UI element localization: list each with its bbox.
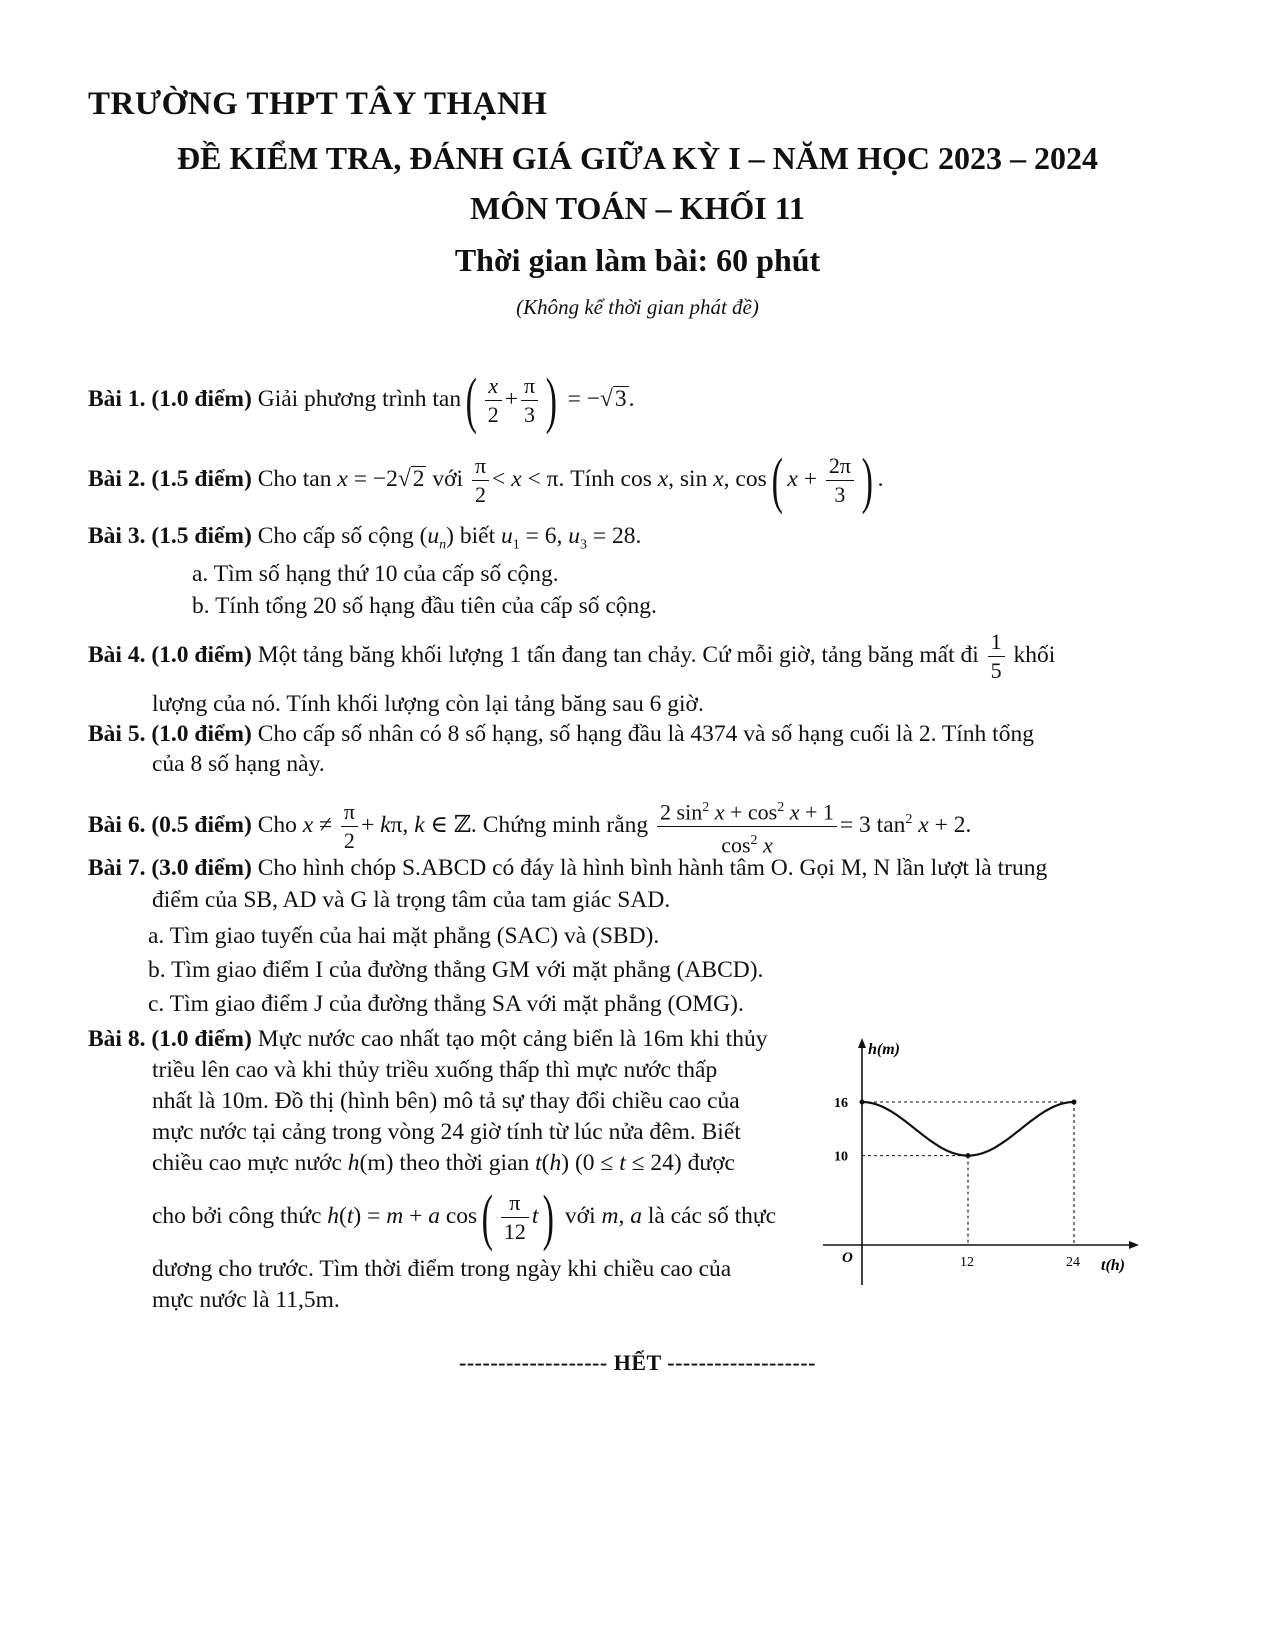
problem-8	[88, 1024, 818, 1316]
tide-level-chart	[818, 1030, 1148, 1290]
duration: Thời gian làm bài: 60 phút	[454, 242, 821, 278]
problem-3-given: $u_1 = 6$, $u_3 = 28$.	[501, 523, 642, 553]
problem-4-line2: lượng của nó. Tính khối lượng còn lại tảng băng sau 6 giờ.	[152, 691, 704, 717]
x-tick-label-12: 12	[960, 1255, 974, 1270]
subject-title: MÔN TOÁN – KHỐI 11	[470, 190, 805, 226]
problem-2-text-a: Cho	[257, 465, 297, 492]
problem-1-label: Bài 1. (1.0 điểm)	[88, 385, 252, 412]
problem-5-label: Bài 5. (1.0 điểm)	[88, 721, 252, 747]
problem-7	[88, 852, 1148, 884]
problem-2-range: $\frac{\pi}{2}$ < x < π.	[469, 466, 564, 492]
problem-1-text: Giải phương trình	[257, 385, 427, 412]
problem-8-line2: triều lên cao và khi thủy triều xuống thấp thì mực nước thấp	[152, 1057, 718, 1083]
school-name: TRƯỜNG THPT TÂY THẠNH	[88, 86, 548, 122]
end-marker: ------------------- HẾT -------------------	[459, 1350, 816, 1375]
problem-8-line5: chiều cao mực nước h(m) theo thời gian t(h) (0 ≤ t ≤ 24) được	[152, 1150, 735, 1176]
problem-3-label: Bài 3. (1.5 điểm)	[88, 523, 252, 549]
y-axis-arrow	[858, 1038, 866, 1048]
problem-6-text-b: Chứng minh rằng	[482, 812, 649, 839]
problem-7a: a. Tìm giao tuyến của hai mặt phẳng (SAC) và (SBD).	[148, 923, 660, 949]
y-tick-label-10: 10	[834, 1149, 848, 1165]
problem-2-given: tan x = −2√2	[302, 465, 425, 492]
exam-note: (Không kể thời gian phát đề)	[516, 295, 759, 319]
problem-8-line7: dương cho trước. Tìm thời điểm trong ngày khi chiều cao của	[152, 1256, 732, 1282]
problem-2-text-c: Tính	[570, 465, 615, 492]
y-axis-label: h(m)	[868, 1041, 900, 1058]
problem-4	[88, 628, 1148, 685]
problem-2-text-b: với	[432, 465, 464, 492]
exam-title: ĐỀ KIỂM TRA, ĐÁNH GIÁ GIỮA KỲ I – NĂM HỌC 2023 – 2024	[177, 140, 1098, 176]
problem-6-condition: x ≠ $\frac{\pi}{2}$ + kπ, k ∈ ℤ.	[302, 799, 477, 854]
problem-7-line2: điểm của SB, AD và G là trọng tâm của tam giác SAD.	[152, 887, 671, 913]
problem-5	[88, 718, 1148, 750]
problem-8-line8: mực nước là 11,5m.	[152, 1287, 340, 1313]
problem-3a: a. Tìm số hạng thứ 10 của cấp số cộng.	[192, 561, 559, 587]
problem-8-line5b: theo thời gian	[399, 1150, 530, 1176]
origin-label: O	[842, 1250, 853, 1266]
data-point-0	[860, 1100, 865, 1105]
problem-8-line3: nhất là 10m. Đồ thị (hình bên) mô tả sự thay đổi chiều cao của	[152, 1088, 740, 1114]
problem-8-line6b: với	[564, 1202, 596, 1229]
problem-4-text-b: khối	[1013, 641, 1056, 668]
problem-3-text-b: biết	[459, 523, 496, 549]
problem-7-text: Cho hình chóp S.ABCD có đáy là hình bình hành tâm O. Gọi M, N lần lượt là trung	[257, 855, 1048, 881]
x-tick-label-24: 24	[1066, 1255, 1080, 1270]
problem-4-label: Bài 4. (1.0 điểm)	[88, 641, 252, 668]
problem-2-label: Bài 2. (1.5 điểm)	[88, 465, 252, 492]
problem-6-identity: $\frac{2 \sin^2 x + \cos^2 x + 1}{\cos^2 x}$ = 3 $\tan^2 x + 2$.	[654, 812, 971, 838]
y-tick-label-16: 16	[834, 1096, 848, 1111]
problem-5-text: Cho cấp số nhân có 8 số hạng, số hạng đầu là 4374 và số hạng cuối là 2. Tính tổng	[257, 721, 1034, 747]
problem-8-line5c: được	[687, 1150, 735, 1176]
problem-7-label: Bài 7. (3.0 điểm)	[88, 855, 252, 881]
problem-3	[88, 520, 641, 562]
data-point-2	[1072, 1100, 1077, 1105]
problem-4-fraction: $\frac{1}{5}$	[988, 628, 1005, 685]
problem-8-line6c: là các số thực	[647, 1202, 777, 1229]
problem-3-text-a: Cho cấp số cộng	[257, 523, 414, 549]
problem-7b: b. Tìm giao điểm I của đường thẳng GM với mặt phẳng (ABCD).	[148, 957, 764, 983]
problem-8-label: Bài 8. (1.0 điểm)	[88, 1026, 252, 1052]
problem-8-line4: mực nước tại cảng trong vòng 24 giờ tính từ lúc nửa đêm. Biết	[152, 1119, 741, 1145]
problem-5-line2: của 8 số hạng này.	[152, 751, 325, 777]
x-axis-arrow	[1129, 1241, 1139, 1249]
data-point-1	[966, 1153, 971, 1158]
problem-8-line6a: cho bởi công thức	[152, 1202, 322, 1229]
problem-8-line5a: chiều cao mực nước	[152, 1150, 342, 1176]
problem-3b: b. Tính tổng 20 số hạng đầu tiên của cấp số cộng.	[192, 593, 657, 619]
problem-6	[88, 794, 971, 860]
problem-1	[88, 366, 635, 435]
problem-8-line6: cho bởi công thức h(t) = m + a cos( $\frac{\pi}{12}$ t) với m, a là các số thực	[152, 1183, 777, 1252]
problem-6-text-a: Cho	[257, 812, 297, 839]
problem-1-equation: tan( $\frac{x}{2}$ + $\frac{\pi}{3}$ ) = −√3.	[432, 366, 635, 435]
tide-curve	[862, 1102, 1074, 1156]
problem-2-targets: cos x, sin x, cos( x + $\frac{2\pi}{3}$ ) .	[620, 446, 884, 515]
problem-8-line1: Mực nước cao nhất tạo một cảng biển là 16m khi thủy	[257, 1026, 768, 1052]
problem-6-label: Bài 6. (0.5 điểm)	[88, 812, 252, 839]
problem-7c: c. Tìm giao điểm J của đường thẳng SA với mặt phẳng (OMG).	[148, 991, 744, 1017]
problem-3-sequence: $(u_n)$	[419, 523, 454, 553]
problem-4-text-a: Một tảng băng khối lượng 1 tấn đang tan chảy. Cứ mỗi giờ, tảng băng mất đi	[257, 641, 979, 668]
problem-2	[88, 446, 884, 515]
x-axis-label: t(h)	[1101, 1257, 1125, 1274]
